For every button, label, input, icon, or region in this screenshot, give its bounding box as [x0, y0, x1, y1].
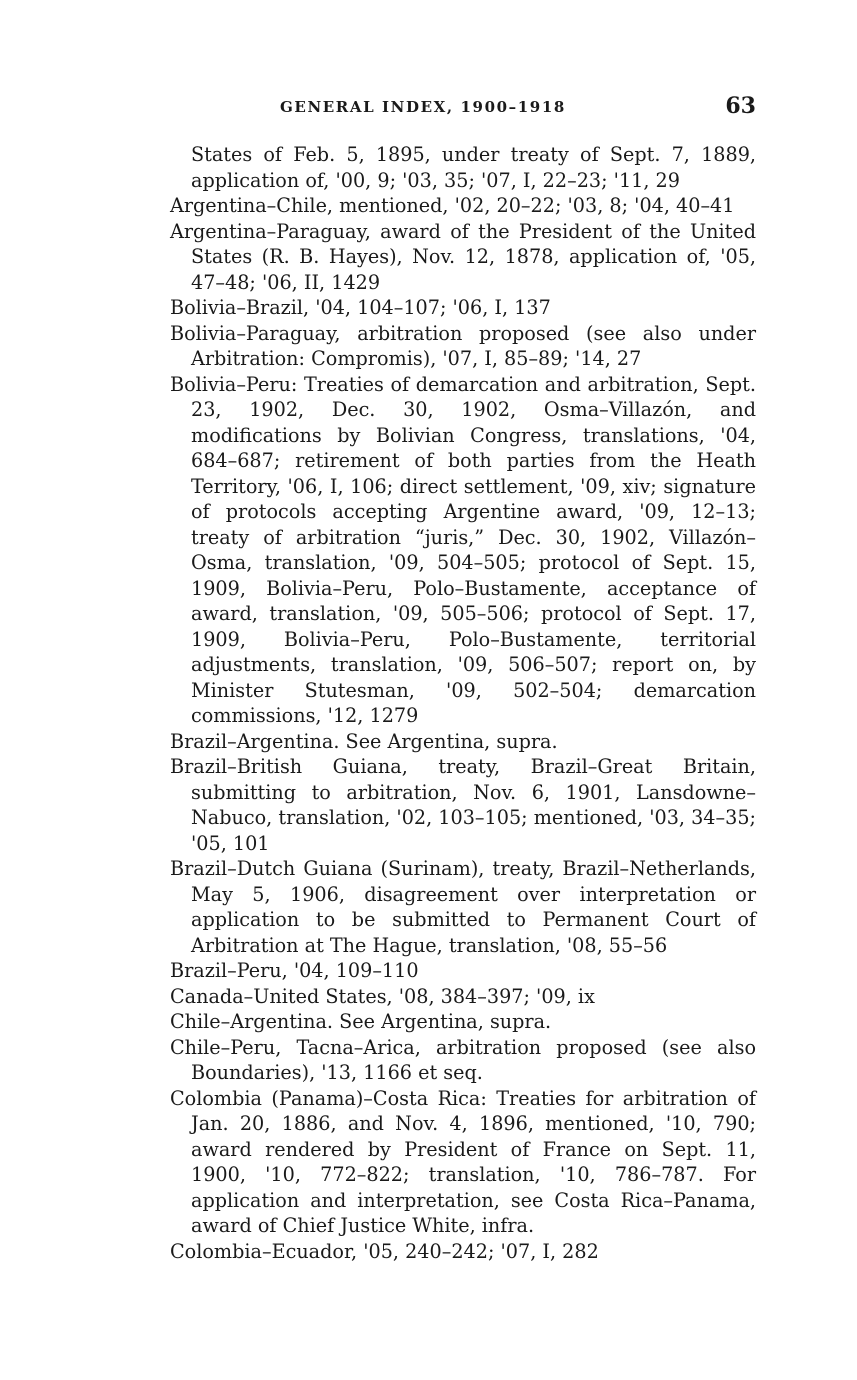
index-entry: Chile–Argentina. See Argentina, supra.	[170, 1010, 552, 1033]
index-entry: Brazil–Dutch Guiana (Surinam), treaty, Brazil–Netherlands, May 5, 1906, disagreement over interpretation or application to be submitted to Permanent Court of Arbitration at The Hague, translation, '08, 55–56	[170, 857, 756, 957]
index-entry: Brazil–Peru, '04, 109–110	[170, 959, 419, 982]
index-entry: Argentina–Paraguay, award of the President of the United States (R. B. Hayes), Nov. 12, 1878, application of, '05, 47–48; '06, II, 1429	[170, 219, 756, 294]
index-entry: Colombia (Panama)–Costa Rica: Treaties for arbitration of Jan. 20, 1886, and Nov. 4, 1896, mentioned, '10, 790; award rendered by President of France on Sept. 11, 1900, '10, 772–822; translation, '10, 786–787. For application and interpretation, see Costa Rica–Panama, award of Chief Justice White, infra.	[170, 1086, 756, 1237]
page-number: 63	[725, 93, 756, 119]
running-title: GENERAL INDEX, 1900–1918	[280, 98, 566, 116]
index-entry: Chile–Peru, Tacna–Arica, arbitration proposed (see also Boundaries), '13, 1166 et seq.	[170, 1035, 756, 1084]
index-entry: States of Feb. 5, 1895, under treaty of Sept. 7, 1889, application of, '00, 9; '03, 35; '07, I, 22–23; '11, 29	[191, 143, 756, 192]
index-entry: Canada–United States, '08, 384–397; '09, ix	[170, 984, 595, 1008]
index-entry: Brazil–British Guiana, treaty, Brazil–Great Britain, submitting to arbitration, Nov. 6, 1901, Lansdowne–Nabuco, translation, '02, 103–105; mentioned, '03, 34–35; '05, 101	[170, 755, 756, 855]
index-entries	[170, 142, 756, 1264]
running-head	[170, 93, 756, 123]
index-entry: Bolivia–Peru: Treaties of demarcation and arbitration, Sept. 23, 1902, Dec. 30, 1902, Osma–Villazón, and modifications by Bolivian Congress, translations, '04, 684–687; retirement of both parties from the Heath Territory, '06, I, 106; direct settlement, '09, xiv; signature of protocols accepting Argentine award, '09, 12–13; treaty of arbitration “juris,” Dec. 30, 1902, Villazón–Osma, translation, '09, 504–505; protocol of Sept. 15, 1909, Bolivia–Peru, Polo–Bustamente, acceptance of award, translation, '09, 505–506; protocol of Sept. 17, 1909, Bolivia–Peru, Polo–Bustamente, territorial adjustments, translation, '09, 506–507; report on, by Minister Stutesman, '09, 502–504; demarcation commissions, '12, 1279	[170, 372, 756, 727]
index-entry: Brazil–Argentina. See Argentina, supra.	[170, 729, 558, 753]
index-entry: Colombia–Ecuador, '05, 240–242; '07, I, 282	[170, 1239, 599, 1263]
index-entry: Bolivia–Brazil, '04, 104–107; '06, I, 137	[170, 296, 551, 319]
index-entry: Argentina–Chile, mentioned, '02, 20–22; '03, 8; '04, 40–41	[170, 194, 735, 217]
index-entry: Bolivia–Paraguay, arbitration proposed (see also under Arbitration: Compromis), '07, I, 85–89; '14, 27	[170, 321, 756, 370]
